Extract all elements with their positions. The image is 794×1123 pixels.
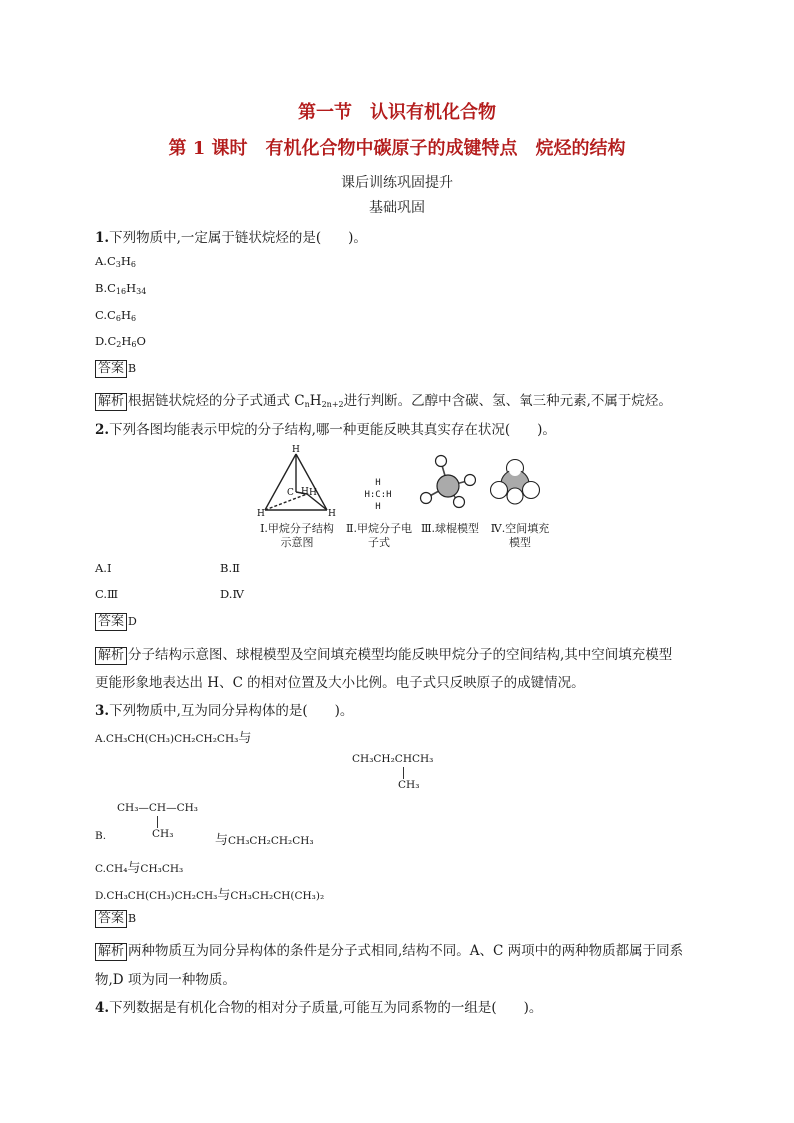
- atom-c: C: [287, 488, 294, 498]
- question-number: 4.: [95, 1000, 110, 1016]
- analysis-3-cont: 物,D 项为同一种物质。: [95, 972, 236, 988]
- bond-line: [403, 767, 404, 779]
- option-b: B.Ⅱ: [220, 561, 240, 575]
- space-filling-model: [490, 458, 540, 506]
- subsection-heading: 基础巩固: [369, 200, 425, 216]
- analysis-2-cont: 更能形象地表达出 H、C 的相对位置及大小比例。电子式只反映原子的成键情况。: [95, 675, 585, 691]
- question-number: 1.: [95, 230, 110, 246]
- answer-1: [95, 360, 136, 378]
- question-number: 3.: [95, 703, 110, 719]
- struct-formula-b-main: CH₃—CH—CH₃: [117, 802, 198, 814]
- question-text: 下列物质中,一定属于链状烷烃的是( )。: [109, 230, 367, 246]
- answer-value: D: [128, 615, 137, 628]
- analysis-1: 解析 根据链状烷烃的分子式通式 $C_nH_{2n+2}$进行判断。乙醇中含碳、氢、氧三种元素,不属于烷烃。: [95, 389, 672, 411]
- struct-formula-a-main: CH₃CH₂CHCH₃: [352, 753, 434, 765]
- answer-2: [95, 613, 137, 631]
- question-4: [95, 996, 542, 1016]
- option-a: A.CH₃CH(CH₃)CH₂CH₂CH₃与: [95, 731, 252, 746]
- answer-tag: 答案: [95, 910, 127, 928]
- answer-value: B: [128, 362, 137, 375]
- option-d: D.CH₃CH(CH₃)CH₂CH₃与CH₃CH₂CH(CH₃)₂: [95, 888, 325, 903]
- analysis-tag: 解析: [95, 943, 127, 961]
- caption-3: Ⅲ.球棍模型: [420, 522, 480, 535]
- answer-3: [95, 910, 136, 928]
- lesson-title: 第 1 课时 有机化合物中碳原子的成键特点 烷烃的结构: [168, 138, 626, 159]
- caption-2: Ⅱ.甲烷分子电子式: [346, 522, 412, 549]
- atom-h-right: H: [328, 509, 336, 519]
- bond-line: [157, 816, 158, 828]
- ball-and-stick-model: [418, 452, 476, 510]
- answer-tag: 答案: [95, 613, 127, 631]
- analysis-3: 解析 两种物质互为同分异构体的条件是分子式相同,结构不同。A、C 两项中的两种物质都属于同系: [95, 939, 683, 961]
- question-text: 下列数据是有机化合物的相对分子质量,可能互为同系物的一组是( )。: [109, 1000, 543, 1016]
- atom-h-inner: H: [309, 488, 317, 498]
- option-b: $B.C_{16}H_{34}$: [95, 281, 147, 296]
- option-a: A.Ⅰ: [95, 561, 112, 575]
- option-c: $C.C_6H_6$: [95, 308, 137, 323]
- struct-formula-b-branch: CH₃: [152, 828, 174, 840]
- atom-h-back: H: [301, 487, 309, 497]
- option-c: C.Ⅲ: [95, 587, 119, 601]
- question-number: 2.: [95, 422, 110, 438]
- methane-tetrahedron-diagram: [255, 442, 337, 520]
- option-b-label: B.: [95, 830, 107, 842]
- atom-h-left: H: [257, 509, 265, 519]
- analysis-tag: 解析: [95, 393, 127, 411]
- option-b: 与CH₃CH₂CH₂CH₃: [215, 833, 314, 848]
- section-heading: 课后训练巩固提升: [341, 175, 453, 191]
- question-1: [95, 226, 367, 246]
- option-d: $D.C_2H_6O$: [95, 334, 146, 349]
- option-d: D.Ⅳ: [220, 587, 244, 601]
- option-a: $A.C_3H_6$: [95, 254, 136, 269]
- question-3: [95, 699, 353, 719]
- answer-value: B: [128, 912, 137, 925]
- atom-h-top: H: [292, 445, 300, 455]
- analysis-tag: 解析: [95, 647, 127, 665]
- question-text: 下列各图均能表示甲烷的分子结构,哪一种更能反映其真实存在状况( )。: [109, 422, 556, 438]
- caption-1: Ⅰ.甲烷分子结构示意图: [260, 522, 334, 549]
- question-text: 下列物质中,互为同分异构体的是( )。: [109, 703, 354, 719]
- chapter-title: 第一节 认识有机化合物: [298, 102, 496, 123]
- struct-formula-a-branch: CH₃: [398, 779, 420, 791]
- caption-4: Ⅳ.空间填充模型: [490, 522, 550, 549]
- question-2: [95, 418, 556, 438]
- analysis-2: 解析 分子结构示意图、球棍模型及空间填充模型均能反映甲烷分子的空间结构,其中空间填充模型: [95, 643, 672, 665]
- electron-formula: H H:C:H H: [364, 478, 392, 512]
- option-c: C.CH₄与CH₃CH₃: [95, 861, 184, 876]
- answer-tag: 答案: [95, 360, 127, 378]
